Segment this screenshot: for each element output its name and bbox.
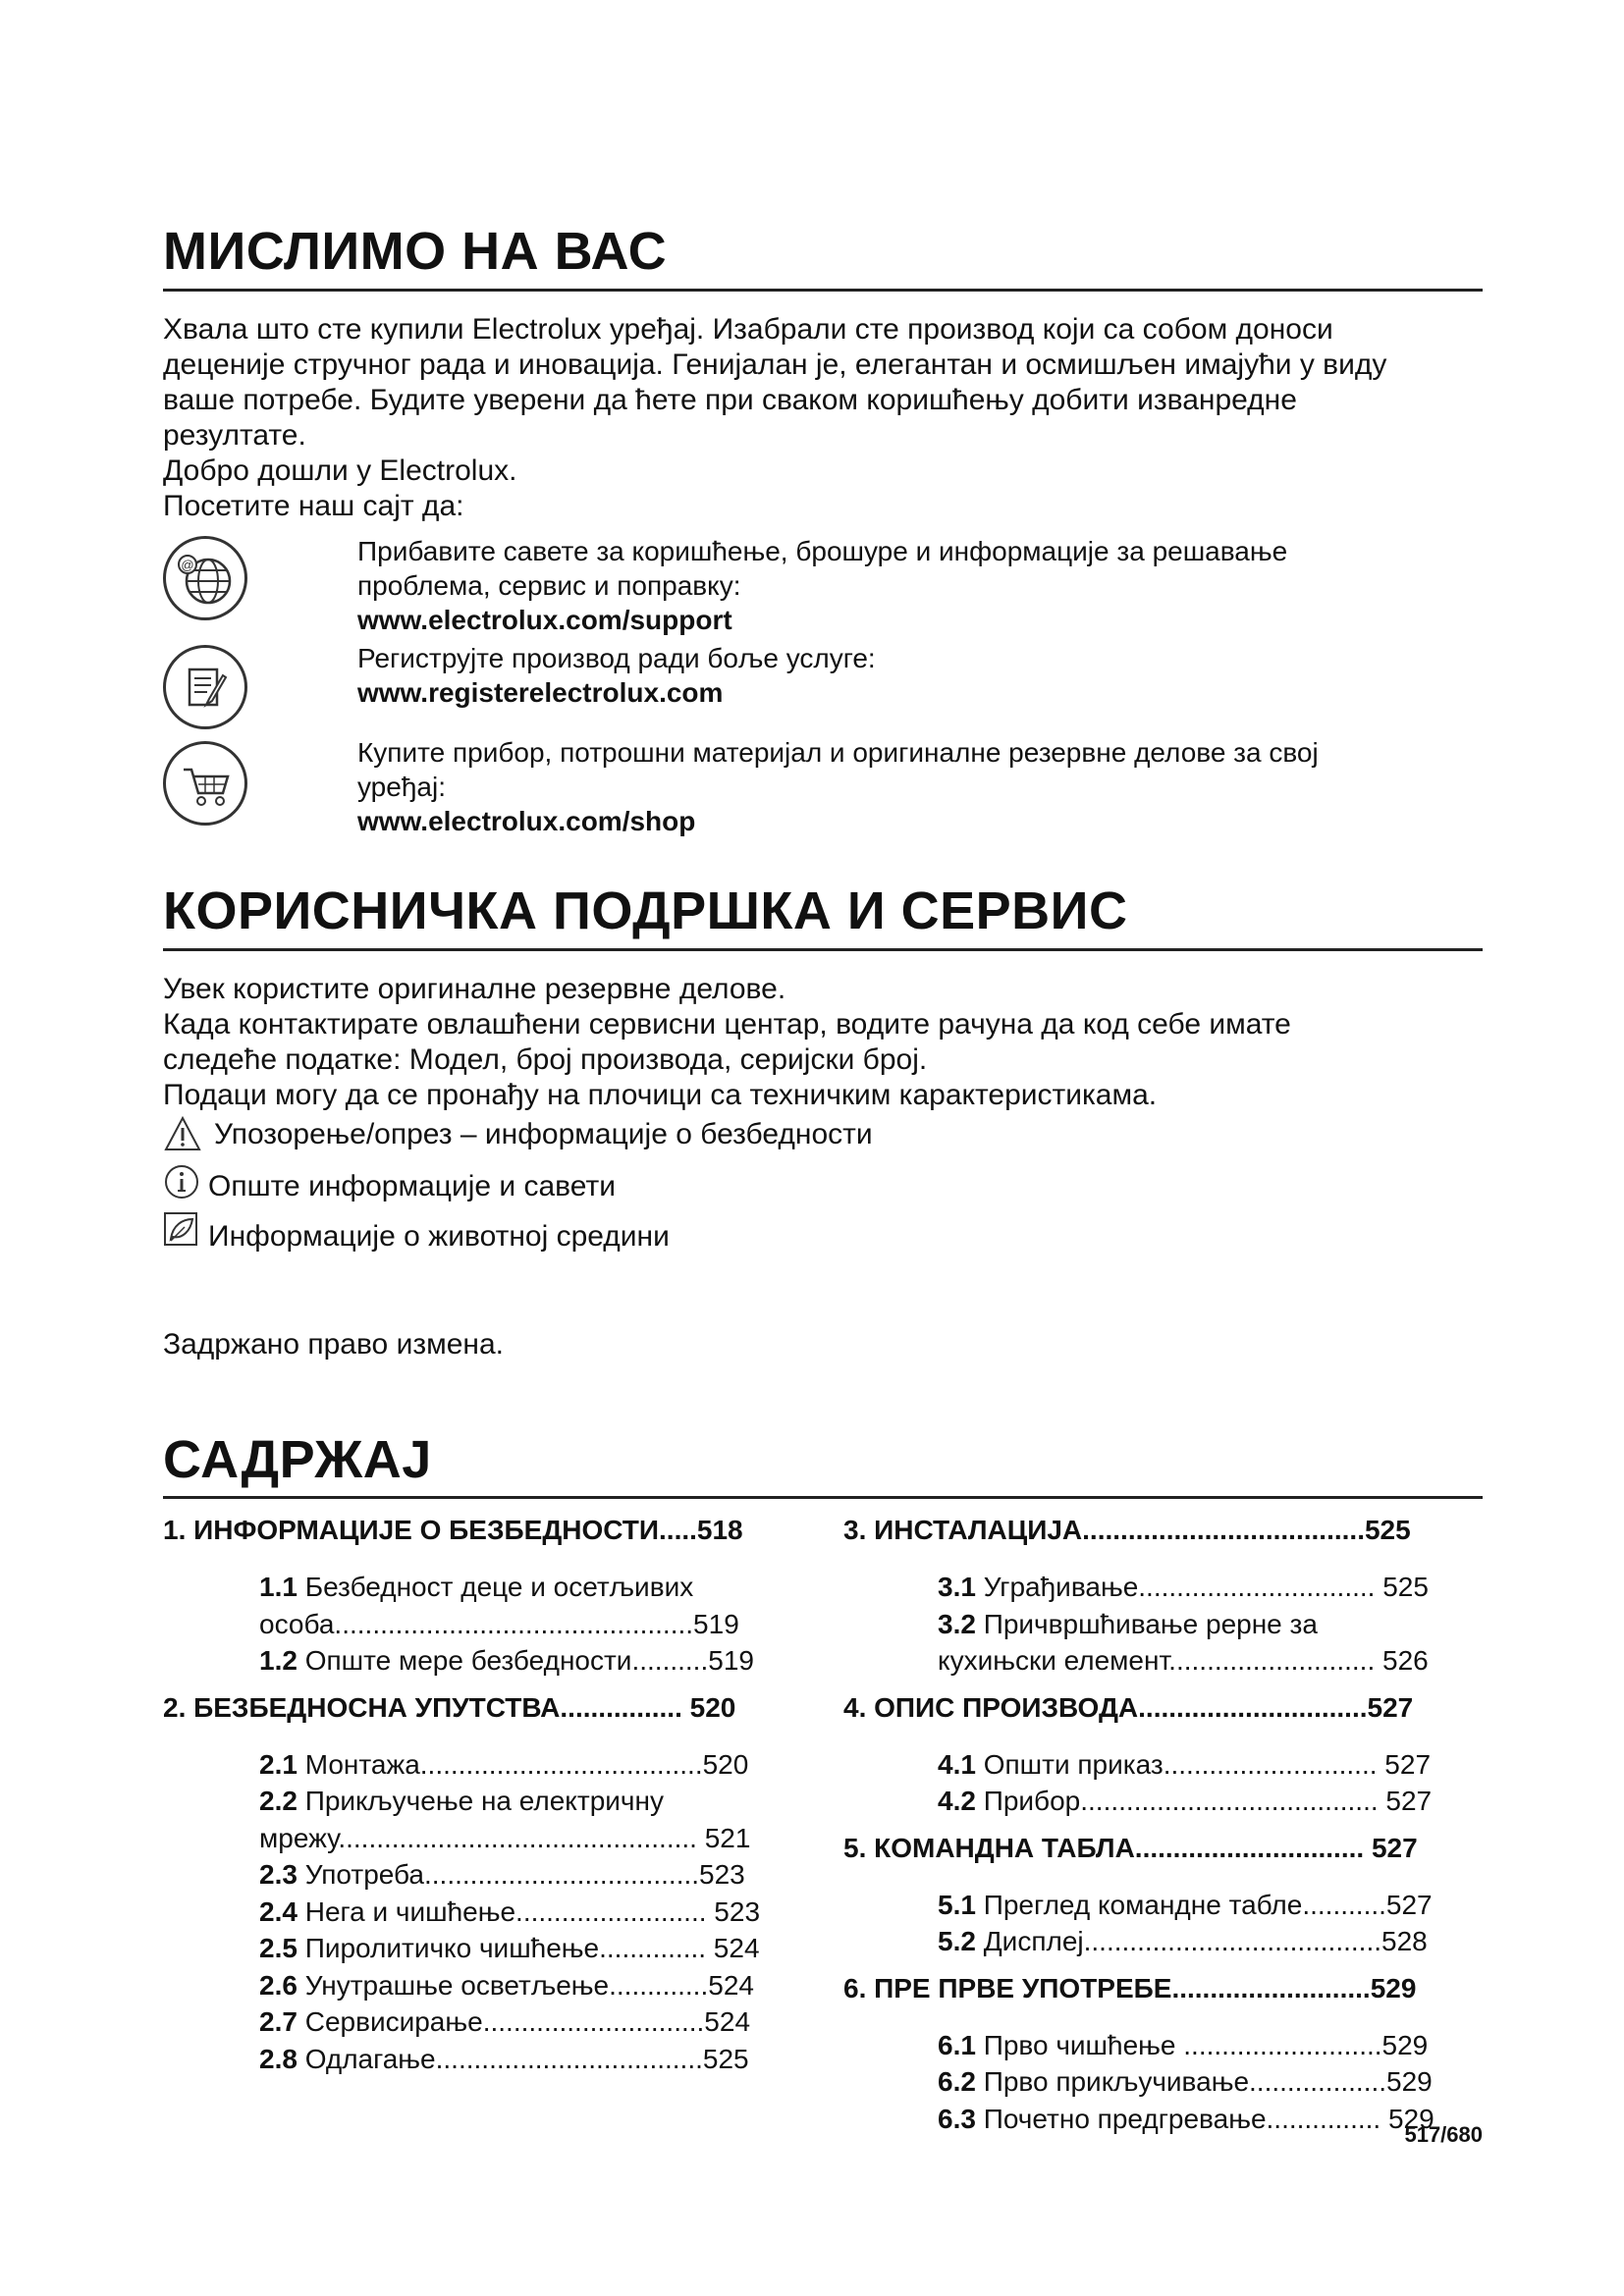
toc-section-link[interactable] xyxy=(938,1746,1431,1783)
divider xyxy=(163,289,1483,292)
toc-chapter-link[interactable]: 4. ОПИС ПРОИЗВОДА..............................527 xyxy=(843,1691,1414,1723)
leaf-icon xyxy=(163,1211,198,1247)
toc-section-link[interactable] xyxy=(938,1887,1433,1923)
toc-section-title: Пиролитичко чишћење.............. 524 xyxy=(297,1933,760,1963)
toc-section-link[interactable] xyxy=(259,1569,693,1605)
visit-line: Посетите наш сајт да: xyxy=(163,490,464,522)
toc-section-number: 2.7 xyxy=(259,2006,298,2037)
toc-section-title: Употреба....................................523 xyxy=(297,1859,745,1890)
toc-section-number: 2.8 xyxy=(259,2043,298,2074)
toc-section-number: 5.2 xyxy=(938,1926,976,1956)
toc-chapter-link[interactable]: 3. ИНСТАЛАЦИЈА.....................................525 xyxy=(843,1515,1411,1545)
toc-chapter-link[interactable]: 2. БЕЗБЕДНОСНА УПУТСТВА................ 520 xyxy=(163,1691,736,1723)
toc-section-link[interactable] xyxy=(938,1923,1428,1959)
service-paragraph xyxy=(163,972,1483,1113)
toc-section-title: Причвршћивање рерне за xyxy=(975,1608,1318,1639)
toc-section-title: Преглед командне табле...........527 xyxy=(975,1889,1433,1920)
toc-section-link[interactable] xyxy=(259,1894,760,1930)
welcome-line: Добро дошли у Electrolux. xyxy=(163,454,517,487)
intro-paragraph xyxy=(163,312,1483,524)
toc-section-continuation[interactable]: особа...............................................519 xyxy=(259,1608,739,1639)
intro-line: деценије стручног рада и иновација. Генијалан је, елегантан и осмишљен имајући у виду xyxy=(163,348,1387,381)
intro-line: Хвала што сте купили Electrolux уређај. Изабрали сте производ који са собом доноси xyxy=(163,313,1333,346)
toc-section-title: Прибор....................................... 527 xyxy=(975,1786,1433,1816)
divider xyxy=(163,1496,1483,1499)
toc-section-title: Уграђивање............................... 525 xyxy=(975,1572,1429,1602)
toc-section-title: Унутрашње осветљење.............524 xyxy=(297,1969,754,2001)
toc-section-title: Монтажа.....................................520 xyxy=(297,1748,749,1780)
toc-section-number: 3.1 xyxy=(938,1572,976,1602)
toc-section-number: 2.3 xyxy=(259,1859,298,1890)
shop-text xyxy=(357,735,1319,838)
toc-chapter-link[interactable]: 5. КОМАНДНА ТАБЛА.............................. 527 xyxy=(843,1832,1418,1863)
intro-line: резултате. xyxy=(163,419,306,452)
service-line: Увек користите оригиналне резервне делове. xyxy=(163,973,786,1005)
toc-section-title: Сервисирање.............................524 xyxy=(297,2006,751,2037)
toc-section-title: Одлагање...................................525 xyxy=(297,2043,749,2074)
toc-section-title: Нега и чишћење......................... 523 xyxy=(297,1896,761,1927)
toc-section-number: 4.1 xyxy=(938,1748,976,1780)
toc-section-link[interactable] xyxy=(259,1930,760,1966)
toc-section-title: Прво чишћење ..........................529 xyxy=(975,2029,1429,2060)
support-text xyxy=(357,534,1287,637)
toc-section-number: 6.1 xyxy=(938,2029,976,2060)
toc-section-link[interactable] xyxy=(938,2063,1433,2100)
page-number: 517/680 xyxy=(1404,2122,1483,2147)
shop-line2: уређај: xyxy=(357,772,446,802)
divider xyxy=(163,948,1483,951)
section-title-contents: САДРЖАЈ xyxy=(163,1430,432,1489)
register-line1: Региструјте производ ради боље услуге: xyxy=(357,643,876,673)
toc-section-number: 1.2 xyxy=(259,1645,298,1676)
toc-section-link[interactable] xyxy=(259,2041,749,2077)
globe-icon xyxy=(163,536,247,620)
toc-section-number: 6.3 xyxy=(938,2103,976,2134)
toc-section-title: Општи приказ............................ 527 xyxy=(975,1748,1432,1780)
support-line1: Прибавите савете за коришћење, брошуре и информације за решавање xyxy=(357,536,1288,566)
toc-section-number: 1.1 xyxy=(259,1572,298,1602)
legend-info xyxy=(163,1163,1047,1202)
toc-section-link[interactable] xyxy=(938,2101,1435,2137)
shopping-cart-icon xyxy=(163,741,247,826)
support-line2: проблема, сервис и поправку: xyxy=(357,570,741,601)
toc-section-title: Дисплеј.......................................528 xyxy=(975,1926,1428,1956)
toc-section-number: 5.1 xyxy=(938,1889,976,1920)
service-line: Подаци могу да се пронађу на плочици са техничким карактеристикама. xyxy=(163,1079,1158,1111)
info-icon xyxy=(163,1163,200,1201)
toc-section-link[interactable] xyxy=(938,1606,1318,1642)
toc-section-number: 2.2 xyxy=(259,1786,298,1816)
toc-section-link[interactable] xyxy=(259,2003,750,2040)
legend-environment xyxy=(163,1211,1047,1251)
toc-section-number: 2.4 xyxy=(259,1896,298,1927)
toc-section-link[interactable] xyxy=(938,1783,1432,1819)
toc-section-title: Опште мере безбедности..........519 xyxy=(297,1645,754,1676)
toc-chapter-link[interactable]: 6. ПРЕ ПРВЕ УПОТРЕБЕ..........................529 xyxy=(843,1972,1417,2003)
toc-section-number: 6.2 xyxy=(938,2066,976,2097)
legend-environment-text: Информације о животној средини xyxy=(208,1220,670,1253)
intro-line: ваше потребе. Будите уверени да ћете при сваком коришћењу добити изванредне xyxy=(163,384,1297,416)
toc-section-title: Прво прикључивање..................529 xyxy=(975,2066,1433,2097)
toc-section-title: Прикључење на електричну xyxy=(297,1786,664,1816)
toc-section-title: Почетно предгревање............... 529 xyxy=(975,2103,1435,2134)
toc-section-link[interactable] xyxy=(259,1642,754,1679)
register-url-link[interactable]: www.registerelectrolux.com xyxy=(357,677,724,708)
legend-info-text: Опште информације и савети xyxy=(208,1170,616,1202)
rights-note: Задржано право измена. xyxy=(163,1328,504,1361)
toc-section-number: 2.5 xyxy=(259,1933,298,1963)
toc-section-link[interactable] xyxy=(259,1783,664,1819)
toc-section-link[interactable] xyxy=(259,1856,745,1893)
toc-section-continuation[interactable]: кухињски елемент........................... 526 xyxy=(938,1645,1429,1676)
warning-icon xyxy=(163,1115,202,1152)
svg-text:@: @ xyxy=(181,558,194,572)
toc-section-number: 3.2 xyxy=(938,1608,976,1639)
toc-section-number: 4.2 xyxy=(938,1786,976,1816)
section-title-thinking-of-you: МИСЛИМО НА ВАС xyxy=(163,222,668,281)
service-line: следеће податке: Модел, број производа, серијски број. xyxy=(163,1043,928,1076)
shop-line1: Купите прибор, потрошни материјал и оригиналне резервне делове за свој xyxy=(357,737,1319,768)
toc-section-link[interactable] xyxy=(938,1569,1429,1605)
register-text xyxy=(357,641,876,710)
toc-section-title: Безбедност деце и осетљивих xyxy=(297,1572,694,1602)
toc-section-link[interactable] xyxy=(938,2027,1428,2063)
legend-warning-text: Упозорење/опрез – информације о безбедности xyxy=(214,1118,873,1150)
section-title-customer-care: КОРИСНИЧКА ПОДРШКА И СЕРВИС xyxy=(163,881,1128,940)
support-url-link[interactable]: www.electrolux.com/support xyxy=(357,605,732,635)
toc-section-number: 2.1 xyxy=(259,1748,298,1780)
toc-section-link[interactable] xyxy=(259,1746,748,1783)
toc-section-link[interactable] xyxy=(259,1967,754,2003)
legend-warning xyxy=(163,1115,1047,1154)
service-line: Када контактирате овлашћени сервисни центар, водите рачуна да код себе имате xyxy=(163,1008,1291,1041)
shop-url-link[interactable]: www.electrolux.com/shop xyxy=(357,806,696,836)
toc-chapter-link[interactable]: 1. ИНФОРМАЦИЈЕ О БЕЗБЕДНОСТИ.....518 xyxy=(163,1515,743,1545)
toc-section-number: 2.6 xyxy=(259,1969,298,2001)
register-icon xyxy=(163,645,247,729)
toc-section-continuation[interactable]: мрежу............................................... 521 xyxy=(259,1822,751,1853)
